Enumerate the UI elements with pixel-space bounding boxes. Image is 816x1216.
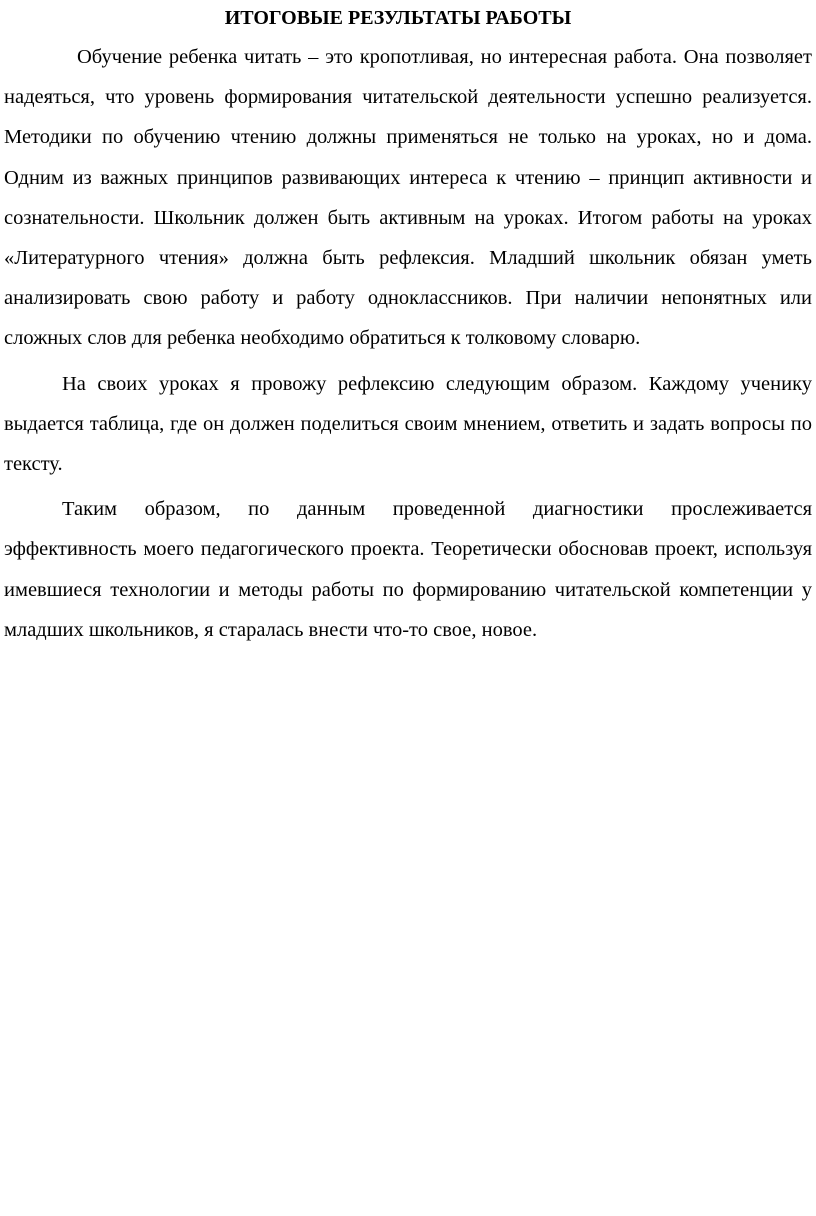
paragraph-1: Обучение ребенка читать – это кропотливая, но интересная работа. Она позволяет надеяться, что уровень формирования читательской деятельности успешно реализуется. Методики по обучению чтению должны применяться не только на уроках, но и дома. Одним из важных принципов развивающих интереса к чтению – принцип активности и сознательности. Школьник должен быть активным на уроках. Итогом работы на уроках «Литературного чтения» должна быть рефлексия. Младший школьник обязан уметь анализировать свою работу и работу одноклассников. При наличии непонятных или сложных слов для ребенка необходимо обратиться к толковому словарю. [4,46,812,350]
paragraph-3: Таким образом, по данным проведенной диагностики прослеживается эффективность моего педагогического проекта. Теоретически обосновав проект, используя имевшиеся технологии и методы работы по формированию читательской компетенции у младших школьников, я старалась внести что-то свое, новое. [4,498,812,641]
document-title: ИТОГОВЫЕ РЕЗУЛЬТАТЫ РАБОТЫ [224,7,572,29]
paragraph-2: На своих уроках я провожу рефлексию следующим образом. Каждому ученику выдается таблица, где он должен поделиться своим мнением, ответить и задать вопросы по тексту. [4,372,812,476]
document-body [4,2,812,650]
